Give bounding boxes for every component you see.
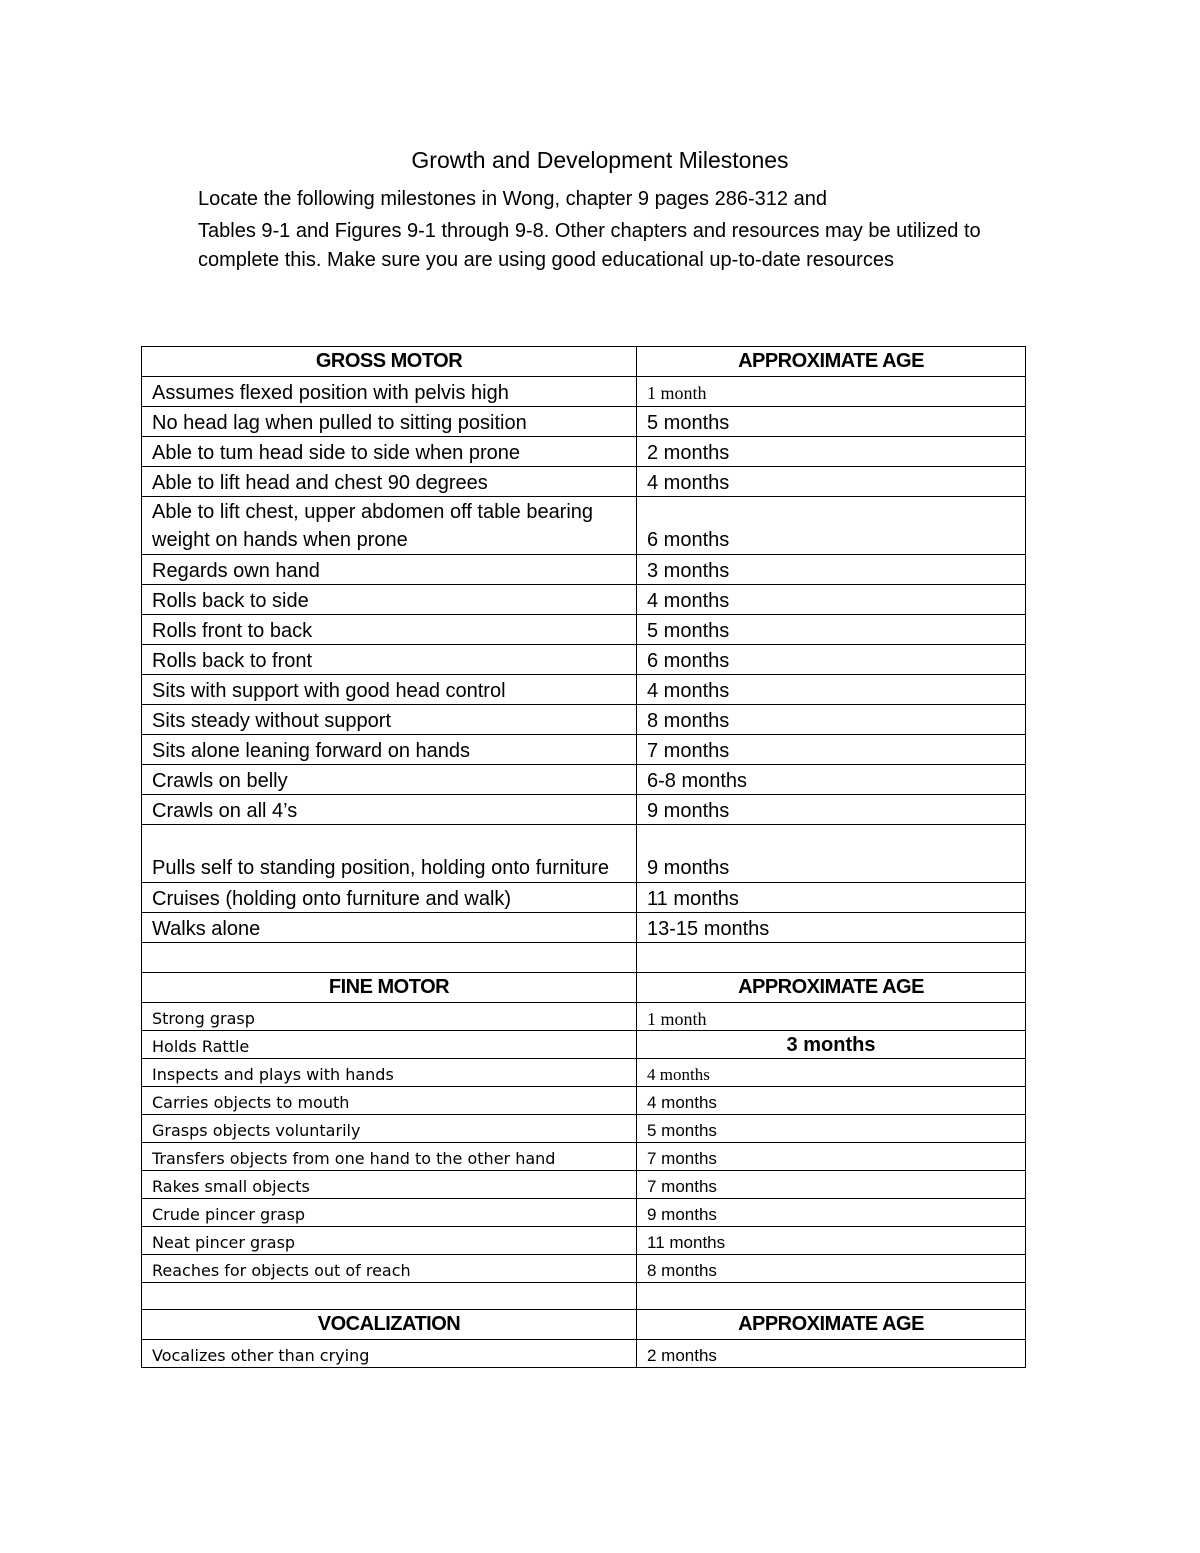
age-cell: 2 months <box>637 1340 1026 1368</box>
table-row <box>142 883 1026 913</box>
milestone-cell: Walks alone <box>142 913 637 943</box>
table-row <box>142 497 1026 555</box>
table-row <box>142 675 1026 705</box>
table-row <box>142 825 1026 883</box>
table-row <box>142 1087 1026 1115</box>
milestone-cell: Able to tum head side to side when prone <box>142 437 637 467</box>
gross-motor-header-row <box>142 347 1026 377</box>
table-row <box>142 467 1026 497</box>
age-cell: 8 months <box>637 1255 1026 1283</box>
milestone-cell: Vocalizes other than crying <box>142 1340 637 1368</box>
milestone-cell: Regards own hand <box>142 555 637 585</box>
table-row <box>142 407 1026 437</box>
table-row <box>142 1340 1026 1368</box>
spacer-row <box>142 1283 1026 1310</box>
table-row <box>142 645 1026 675</box>
table-row <box>142 913 1026 943</box>
age-cell: 1 month <box>637 1003 1026 1031</box>
age-cell: 9 months <box>637 795 1026 825</box>
table-row <box>142 1227 1026 1255</box>
milestone-cell: Pulls self to standing position, holding onto furniture <box>142 825 637 883</box>
intro-paragraph: Tables 9-1 and Figures 9-1 through 9-8. Other chapters and resources may be utilized to complete this. Make sure you are using good educational up-to-date resources <box>198 220 981 271</box>
age-cell: 5 months <box>637 407 1026 437</box>
fine-motor-age-header: APPROXIMATE AGE <box>637 973 1026 1003</box>
table-row <box>142 585 1026 615</box>
milestone-cell: Sits with support with good head control <box>142 675 637 705</box>
age-cell: 5 months <box>637 1115 1026 1143</box>
milestone-cell: Sits alone leaning forward on hands <box>142 735 637 765</box>
age-value: 3 months <box>786 1033 876 1056</box>
milestone-cell: Carries objects to mouth <box>142 1087 637 1115</box>
table-row <box>142 1143 1026 1171</box>
age-cell: 7 months <box>637 735 1026 765</box>
table-row <box>142 1059 1026 1087</box>
spacer-row <box>142 943 1026 973</box>
fine-motor-header-row <box>142 973 1026 1003</box>
milestone-cell: Rakes small objects <box>142 1171 637 1199</box>
milestone-cell: Rolls back to front <box>142 645 637 675</box>
age-cell: 9 months <box>637 1199 1026 1227</box>
milestone-cell: Rolls back to side <box>142 585 637 615</box>
age-cell: 3 months <box>637 555 1026 585</box>
age-cell: 5 months <box>637 615 1026 645</box>
milestone-cell: Holds Rattle <box>142 1031 637 1059</box>
table-row <box>142 1171 1026 1199</box>
age-cell: 9 months <box>637 825 1026 883</box>
age-cell: 7 months <box>637 1171 1026 1199</box>
age-cell: 2 months <box>637 437 1026 467</box>
milestones-table <box>141 346 1026 1368</box>
milestone-cell: Grasps objects voluntarily <box>142 1115 637 1143</box>
milestone-cell: Cruises (holding onto furniture and walk) <box>142 883 637 913</box>
milestone-cell: No head lag when pulled to sitting position <box>142 407 637 437</box>
table-row <box>142 735 1026 765</box>
milestone-cell: Neat pincer grasp <box>142 1227 637 1255</box>
age-cell: 6-8 months <box>637 765 1026 795</box>
age-cell: 1 month <box>637 377 1026 407</box>
table-row <box>142 615 1026 645</box>
intro-line-1: Locate the following milestones in Wong, chapter 9 pages 286-312 and <box>198 188 827 210</box>
table-row <box>142 705 1026 735</box>
fine-motor-header: FINE MOTOR <box>142 973 637 1003</box>
age-cell: 11 months <box>637 1227 1026 1255</box>
table-row <box>142 795 1026 825</box>
table-row <box>142 555 1026 585</box>
age-cell: 11 months <box>637 883 1026 913</box>
milestone-cell: Reaches for objects out of reach <box>142 1255 637 1283</box>
age-cell: 6 months <box>637 645 1026 675</box>
table-row <box>142 377 1026 407</box>
milestone-cell: Sits steady without support <box>142 705 637 735</box>
milestone-cell: Rolls front to back <box>142 615 637 645</box>
table-row <box>142 1199 1026 1227</box>
milestone-cell: Strong grasp <box>142 1003 637 1031</box>
table-row <box>142 1115 1026 1143</box>
age-cell: 7 months <box>637 1143 1026 1171</box>
table-row <box>142 437 1026 467</box>
milestone-cell: Inspects and plays with hands <box>142 1059 637 1087</box>
vocalization-header: VOCALIZATION <box>142 1310 637 1340</box>
milestone-cell: Crawls on all 4’s <box>142 795 637 825</box>
age-cell <box>637 1031 1026 1059</box>
age-cell: 4 months <box>637 467 1026 497</box>
milestone-cell: Assumes flexed position with pelvis high <box>142 377 637 407</box>
document-title: Growth and Development Milestones <box>411 147 789 173</box>
table-row <box>142 1003 1026 1031</box>
age-cell: 4 months <box>637 675 1026 705</box>
table-row <box>142 1031 1026 1059</box>
vocalization-age-header: APPROXIMATE AGE <box>637 1310 1026 1340</box>
age-cell: 4 months <box>637 1059 1026 1087</box>
vocalization-header-row <box>142 1310 1026 1340</box>
gross-motor-age-header: APPROXIMATE AGE <box>637 347 1026 377</box>
milestone-cell: Able to lift chest, upper abdomen off table bearing weight on hands when prone <box>142 497 637 555</box>
milestone-cell: Crude pincer grasp <box>142 1199 637 1227</box>
milestone-cell: Transfers objects from one hand to the other hand <box>142 1143 637 1171</box>
age-cell: 4 months <box>637 585 1026 615</box>
age-cell: 13-15 months <box>637 913 1026 943</box>
table-row <box>142 765 1026 795</box>
gross-motor-header: GROSS MOTOR <box>142 347 637 377</box>
age-cell: 6 months <box>637 497 1026 555</box>
milestone-cell: Crawls on belly <box>142 765 637 795</box>
milestone-cell: Able to lift head and chest 90 degrees <box>142 467 637 497</box>
age-cell: 4 months <box>637 1087 1026 1115</box>
age-cell: 8 months <box>637 705 1026 735</box>
table-row <box>142 1255 1026 1283</box>
